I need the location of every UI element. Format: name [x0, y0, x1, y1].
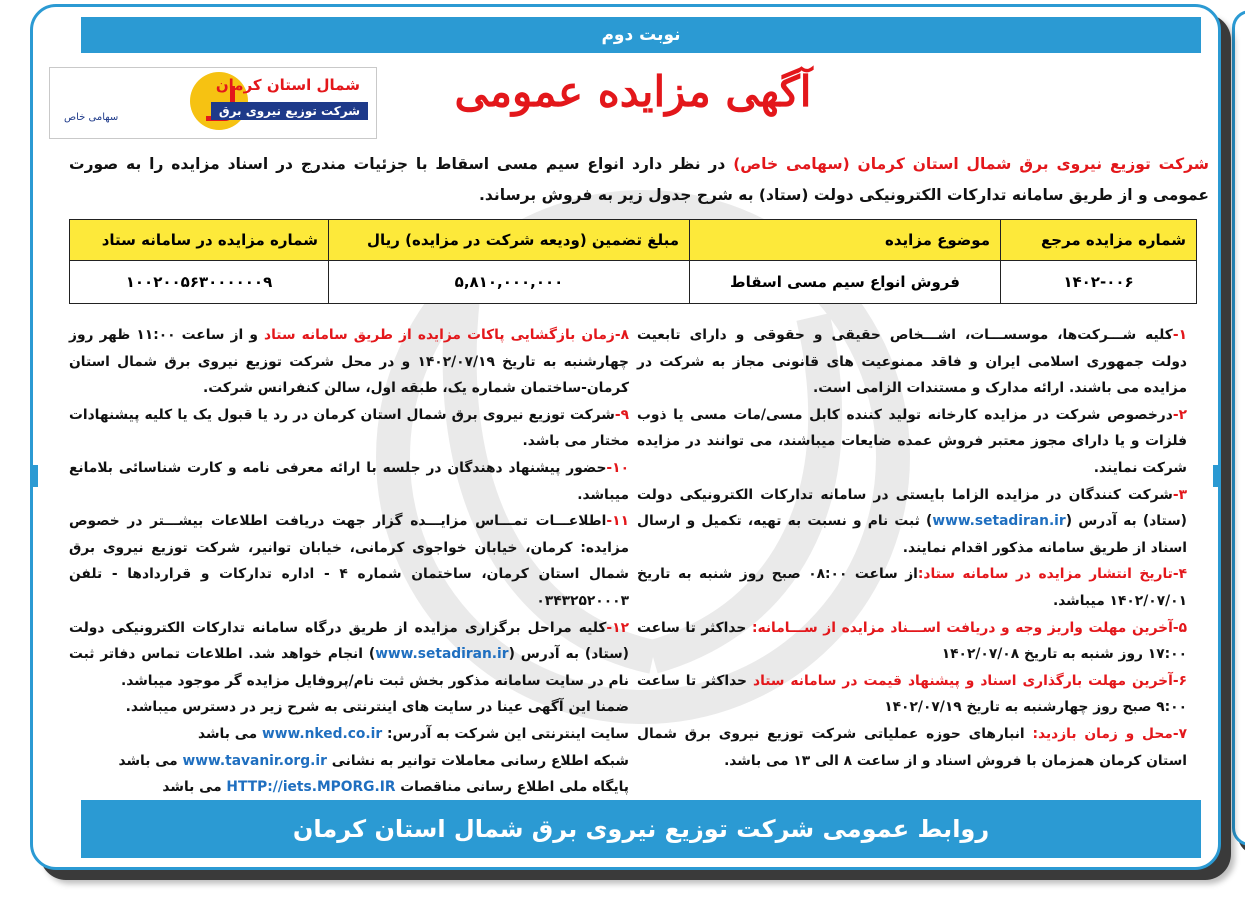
condition-item-4: ۴-تاریخ انتشار مزایده در سامانه ستاد:از ساعت ۰۸:۰۰ صبح روز شنبه به تاریخ ۱۴۰۲/۰۷/۰۱ میباشد.	[637, 566, 1187, 609]
condition-item-12: ۱۲-کلیه مراحل برگزاری مزایده از طریق درگاه سامانه تدارکات الکترونیکی دولت (ستاد) به آدرس (www.setadiran.ir) انجام خواهد شد. اطلاعات تماس دفاتر ثبت نام در سایت سامانه مذکور بخش ثبت نام/پروفایل مزایده گر موجود میباشد.	[69, 619, 629, 689]
table-header: شماره مزایده در سامانه ستاد	[70, 220, 329, 261]
site-line-iets: پایگاه ملی اطلاع رسانی مناقصات HTTP://iets.MPORG.IR می باشد	[162, 779, 629, 796]
conditions-left-column	[69, 322, 629, 801]
condition-item-11: ۱۱-اطلاعـــات تمـــاس مزایـــده گزار جهت دریافت اطلاعات بیشـــتر در خصوص مزایده: کرمان، خیابان خواجوی کرمانی، خیابان توانیر، شرکت توزیع نیروی برق شمال استان کرمان، ساختمان شماره ۴ - اداره تدارکات و قراردادها - تلفن ۰۳۴۳۲۵۲۰۰۰۳	[69, 513, 629, 609]
advertisement-frame	[30, 4, 1221, 870]
table-header-row	[70, 220, 1197, 261]
company-website-link[interactable]: www.nked.co.ir	[262, 725, 383, 742]
condition-item-7: ۷-محل و زمان بازدید: انبارهای حوزه عملیاتی شرکت توزیع نیروی برق شمال استان کرمان همزمان با فروش اسناد و از ساعت ۸ الی ۱۳ می باشد.	[637, 725, 1187, 769]
intro-text: در نظر دارد انواع سیم مسی اسقاط با جزئیات مندرج در اسناد مزایده را به صورت عمومی و از طریق سامانه تدارکات الکترونیکی دولت (ستاد) به شرح جدول زیر به فروش برساند.	[69, 155, 1209, 204]
table-cell: ۵,۸۱۰,۰۰۰,۰۰۰	[329, 261, 690, 304]
condition-item-9: ۹-شرکت توزیع نیروی برق شمال استان کرمان در رد یا قبول یک یا کلیه پیشنهادات مختار می باشد.	[69, 406, 629, 450]
conditions-right-column	[637, 322, 1187, 774]
footer-banner: روابط عمومی شرکت توزیع نیروی برق شمال استان کرمان	[81, 800, 1201, 858]
table-header: مبلغ تضمین (ودیعه شرکت در مزایده) ریال	[329, 220, 690, 261]
table-cell: ۱۰۰۲۰۰۵۶۳۰۰۰۰۰۰۹	[70, 261, 329, 304]
condition-item-6: ۶-آخرین مهلت بارگذاری اسناد و پیشنهاد قیمت در سامانه ستاد حداکثر تا ساعت ۹:۰۰ صبح روز چهارشنبه به تاریخ ۱۴۰۲/۰۷/۱۹	[637, 672, 1187, 716]
tavanir-link[interactable]: www.tavanir.org.ir	[182, 752, 327, 769]
adjacent-ad-frame	[1232, 10, 1245, 846]
condition-item-8: ۸-زمان بازگشایی پاکات مزایده از طریق سامانه ستاد و از ساعت ۱۱:۰۰ ظهر روز چهارشنبه به تاریخ ۱۴۰۲/۰۷/۱۹ و در محل شرکت توزیع نیروی برق شمال استان کرمان-ساختمان شماره یک، طبقه اول، سالن کنفرانس شرکت.	[69, 327, 630, 397]
site-line-tavanir: شبکه اطلاع رسانی معاملات توانیر به نشانی www.tavanir.org.ir می باشد	[118, 752, 629, 769]
table-header: موضوع مزایده	[690, 220, 1001, 261]
intro-company: شرکت توزیع نیروی برق شمال استان کرمان (سهامی خاص)	[733, 155, 1209, 173]
company-logo	[49, 67, 377, 139]
site-line-company: سایت اینترنتی این شرکت به آدرس: www.nked.co.ir می باشد	[198, 725, 629, 742]
logo-company-text: شرکت توزیع نیروی برق	[211, 102, 368, 120]
table-row	[70, 261, 1197, 304]
round-banner: نوبت دوم	[81, 17, 1201, 53]
condition-item-2: ۲-درخصوص شرکت در مزایده کارخانه تولید کننده کابل مسی/مات مسی یا ذوب فلزات و یا دارای مجوز معتبر فروش عمده ضایعات میباشند، می توانند در مزایده شرکت نمایند.	[637, 406, 1187, 476]
auction-table	[69, 219, 1197, 304]
availability-note: ضمنا این آگهی عینا در سایت های اینترنتی به شرح زیر در دسترس میباشد.	[125, 699, 629, 716]
page-title: آگهی مزایده عمومی	[454, 67, 812, 116]
condition-item-3: ۳-شرکت کنندگان در مزایده الزاما بایستی در سامانه تدارکات الکترونیکی دولت (ستاد) به آدرس (www.setadiran.ir) ثبت نام و نسبت به تهیه، تکمیل و ارسال اسناد از طریق سامانه مذکور اقدام نمایند.	[637, 486, 1187, 556]
logo-type-text: سهامی خاص	[64, 112, 119, 123]
setad-link[interactable]: www.setadiran.ir	[932, 513, 1066, 530]
logo-region-text: شمال استان کرمان	[215, 76, 360, 94]
intro-paragraph	[69, 149, 1209, 211]
table-cell: ۱۴۰۲-۰۰۶	[1001, 261, 1197, 304]
condition-item-10: ۱۰-حضور پیشنهاد دهندگان در جلسه با ارائه معرفی نامه و کارت شناسائی بلامانع میباشد.	[69, 459, 629, 503]
condition-item-5: ۵-آخرین مهلت واریز وجه و دریافت اســـناد مزایده از ســـامانه: حداکثر تا ساعت ۱۷:۰۰ روز شنبه به تاریخ ۱۴۰۲/۰۷/۰۸	[637, 619, 1187, 663]
iets-link[interactable]: HTTP://iets.MPORG.IR	[226, 779, 396, 796]
condition-item-1: ۱-کلیه شـــرکت‌ها، موسســـات، اشـــخاص حقیقی و حقوقی و دارای تابعیت دولت جمهوری اسلامی ایران و فاقد ممنوعیت های قانونی مجاز به شرکت در مزایده می باشند. ارائه مدارک و مستندات الزامی است.	[637, 327, 1187, 397]
table-header: شماره مزایده مرجع	[1001, 220, 1197, 261]
table-cell: فروش انواع سیم مسی اسقاط	[690, 261, 1001, 304]
setad-link[interactable]: www.setadiran.ir	[375, 646, 509, 663]
